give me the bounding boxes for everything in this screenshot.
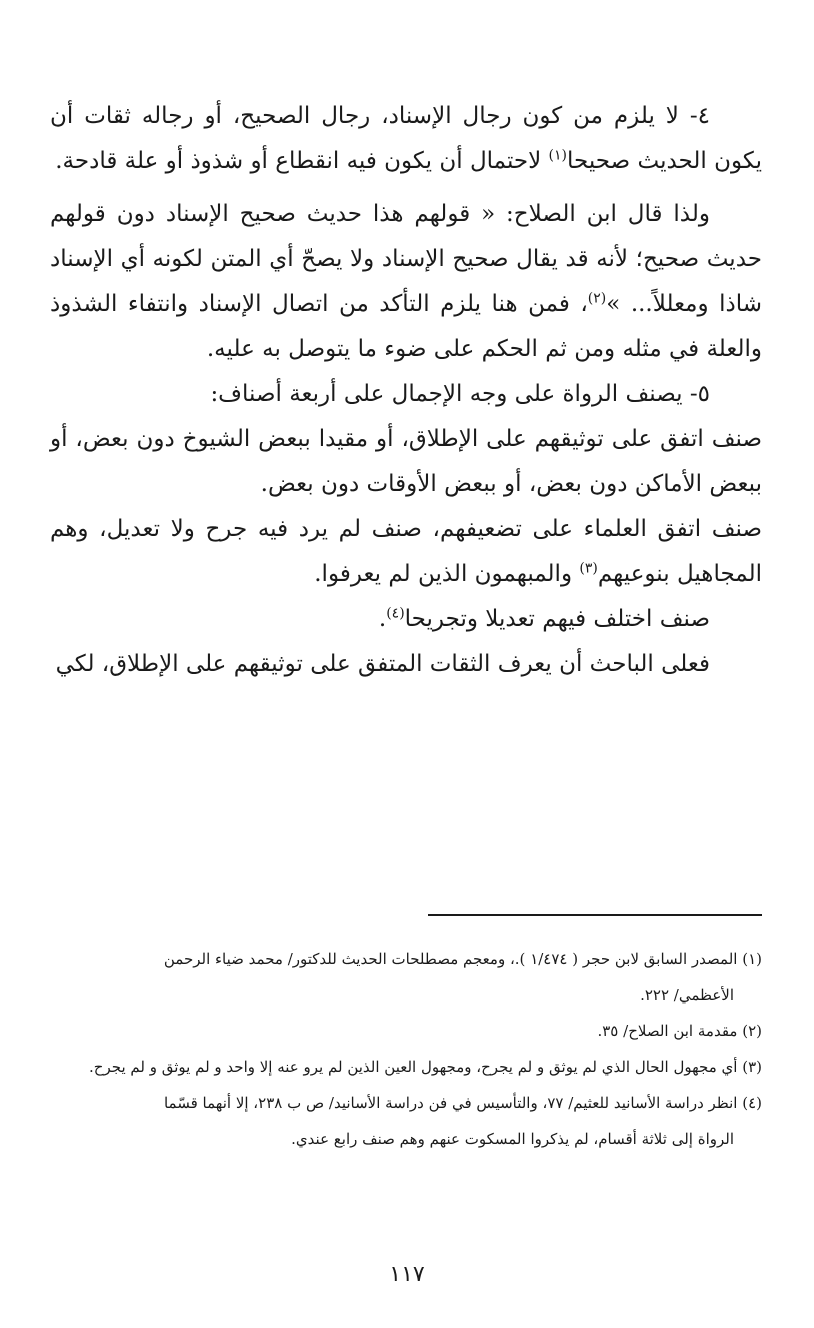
paragraph-text: صنف اتفق على توثيقهم على الإطلاق، أو مقيدا ببعض الشيوخ دون بعض، أو ببعض الأماكن دون بعض، أو ببعض الأوقات دون بعض.: [50, 426, 762, 497]
paragraph-point-5: [50, 372, 762, 417]
paragraph-text: ٥- يصنف الرواة على وجه الإجمال على أربعة أصناف:: [210, 381, 710, 407]
footnote-4-continuation: الرواة إلى ثلاثة أقسام، لم يذكروا المسكوت عنهم وهم صنف رابع عندي.: [291, 1130, 734, 1148]
footnote-2: (٢) مقدمة ابن الصلاح/ ٣٥.: [597, 1022, 762, 1040]
page-number: ١١٧: [389, 1262, 425, 1287]
footnotes-section: [50, 944, 762, 1160]
paragraph-text: صنف اتفق العلماء على تضعيفهم، صنف لم يرد فيه جرح ولا تعديل، وهم المجاهيل بنوعيهم: [50, 516, 762, 587]
paragraph-researcher: [50, 642, 762, 687]
paragraph-text: صنف اختلف فيهم تعديلا وتجريحا: [404, 606, 710, 632]
footnote-1: (١) المصدر السابق لابن حجر ( ١/٤٧٤ ).، ومعجم مصطلحات الحديث للدكتور/ محمد ضياء الرحمن: [163, 950, 762, 968]
footnote-1-continuation: الأعظمي/ ٢٢٢.: [640, 986, 734, 1004]
paragraph-text-tail: .: [378, 606, 387, 632]
footnote-ref-4: (٤): [386, 605, 405, 622]
footnote-separator: [428, 914, 762, 916]
paragraph-text-tail: لاحتمال أن يكون فيه انقطاع أو شذوذ أو علة قادحة.: [55, 148, 549, 174]
paragraph-point-4: [50, 94, 762, 184]
footnote-ref-1: (١): [548, 147, 568, 164]
paragraph-text: ٤- لا يلزم من كون رجال الإسناد، رجال الصحيح، أو رجاله ثقات أن يكون الحديث صحيحا: [50, 103, 762, 174]
paragraph-category-trusted: [50, 417, 762, 507]
paragraph-ibn-salah-quote: [50, 192, 762, 372]
paragraph-text: ولذا قال ابن الصلاح: « قولهم هذا حديث صحيح الإسناد دون قولهم حديث صحيح؛ لأنه قد يقال صحيح الإسناد ولا يصحّ أي المتن لكونه أي الإسناد شاذا ومعللاً... »: [50, 201, 762, 317]
paragraph-category-weak: [50, 507, 762, 597]
paragraph-category-disputed: [50, 597, 762, 642]
footnote-4: (٤) انظر دراسة الأسانيد للعثيم/ ٧٧، والتأسيس في فن دراسة الأسانيد/ ص ب ٢٣٨، إلا أنهما قسّما: [163, 1094, 762, 1112]
footnote-ref-3: (٣): [579, 560, 598, 577]
footnote-3: (٣) أي مجهول الحال الذي لم يوثق و لم يجرح، ومجهول العين الذين لم يرو عنه إلا واحد و لم يوثق و لم يجرح.: [89, 1058, 762, 1076]
footnote-ref-2: (٢): [587, 290, 607, 307]
paragraph-text-tail: ، فمن هنا يلزم التأكد من اتصال الإسناد وانتفاء الشذوذ والعلة في مثله ومن ثم الحكم على ضوء ما يتوصل به عليه.: [50, 291, 762, 362]
paragraph-text-tail: والمبهمون الذين لم يعرفوا.: [314, 561, 580, 587]
paragraph-text: فعلى الباحث أن يعرف الثقات المتفق على توثيقهم على الإطلاق، لكي: [55, 651, 710, 677]
main-text: [50, 94, 762, 687]
